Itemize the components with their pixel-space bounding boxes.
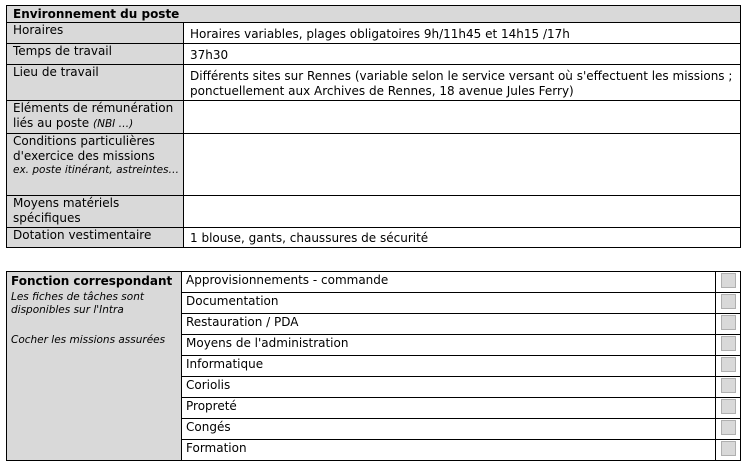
table-row xyxy=(7,196,741,228)
mission-label-coriolis: Coriolis xyxy=(182,377,716,398)
row-label-remuneration xyxy=(7,101,184,134)
fonction-note-cocher: Cocher les missions assurées xyxy=(11,334,166,346)
mission-label-documentation: Documentation xyxy=(182,293,716,314)
table-row xyxy=(7,65,741,101)
row-value-remuneration xyxy=(184,101,741,134)
mission-checkbox-moyens-administration[interactable] xyxy=(721,336,736,351)
mission-checkbox-coriolis[interactable] xyxy=(721,378,736,393)
row-value-conditions xyxy=(184,134,741,196)
table-row xyxy=(7,228,741,248)
mission-label-approvisionnements: Approvisionnements - commande xyxy=(182,272,716,293)
remuneration-note: (NBI …) xyxy=(93,118,134,130)
mission-label-informatique: Informatique xyxy=(182,356,716,377)
remuneration-label: Eléments de rémunération liés au poste xyxy=(13,101,174,130)
mission-checkbox-approvisionnements[interactable] xyxy=(721,273,736,288)
row-label-lieu: Lieu de travail xyxy=(7,65,184,101)
mission-label-proprete: Propreté xyxy=(182,398,716,419)
row-label-temps: Temps de travail xyxy=(7,44,184,65)
row-label-horaires: Horaires xyxy=(7,23,184,44)
row-label-conditions xyxy=(7,134,184,196)
fonction-title: Fonction correspondant xyxy=(11,274,173,288)
mission-row xyxy=(7,272,741,293)
table-row xyxy=(7,23,741,44)
table-row xyxy=(7,44,741,65)
mission-label-moyens-administration: Moyens de l'administration xyxy=(182,335,716,356)
fonction-cell xyxy=(7,272,182,461)
row-value-temps: 37h30 xyxy=(184,44,741,65)
table-row xyxy=(7,101,741,134)
mission-label-formation: Formation xyxy=(182,440,716,461)
row-label-moyens: Moyens matériels spécifiques xyxy=(7,196,184,228)
table-row xyxy=(7,134,741,196)
mission-checkbox-conges[interactable] xyxy=(721,420,736,435)
row-value-dotation: 1 blouse, gants, chaussures de sécurité xyxy=(184,228,741,248)
fonction-note-fiches: Les fiches de tâches sont disponibles sur l'Intra xyxy=(11,291,144,316)
conditions-label: Conditions particulières d'exercice des missions xyxy=(13,134,155,163)
environment-title: Environnement du poste xyxy=(7,6,741,23)
environment-table xyxy=(6,5,741,248)
mission-label-restauration: Restauration / PDA xyxy=(182,314,716,335)
row-value-horaires: Horaires variables, plages obligatoires 9h/11h45 et 14h15 /17h xyxy=(184,23,741,44)
mission-checkbox-restauration[interactable] xyxy=(721,315,736,330)
mission-checkbox-informatique[interactable] xyxy=(721,357,736,372)
mission-label-conges: Congés xyxy=(182,419,716,440)
row-value-lieu: Différents sites sur Rennes (variable selon le service versant où s'effectuent les missions ; ponctuellement aux Archives de Rennes, 18 avenue Jules Ferry) xyxy=(184,65,741,101)
row-label-dotation: Dotation vestimentaire xyxy=(7,228,184,248)
conditions-note: ex. poste itinérant, astreintes… xyxy=(13,164,180,176)
row-value-moyens xyxy=(184,196,741,228)
fonction-table xyxy=(6,271,741,461)
mission-checkbox-documentation[interactable] xyxy=(721,294,736,309)
mission-checkbox-proprete[interactable] xyxy=(721,399,736,414)
